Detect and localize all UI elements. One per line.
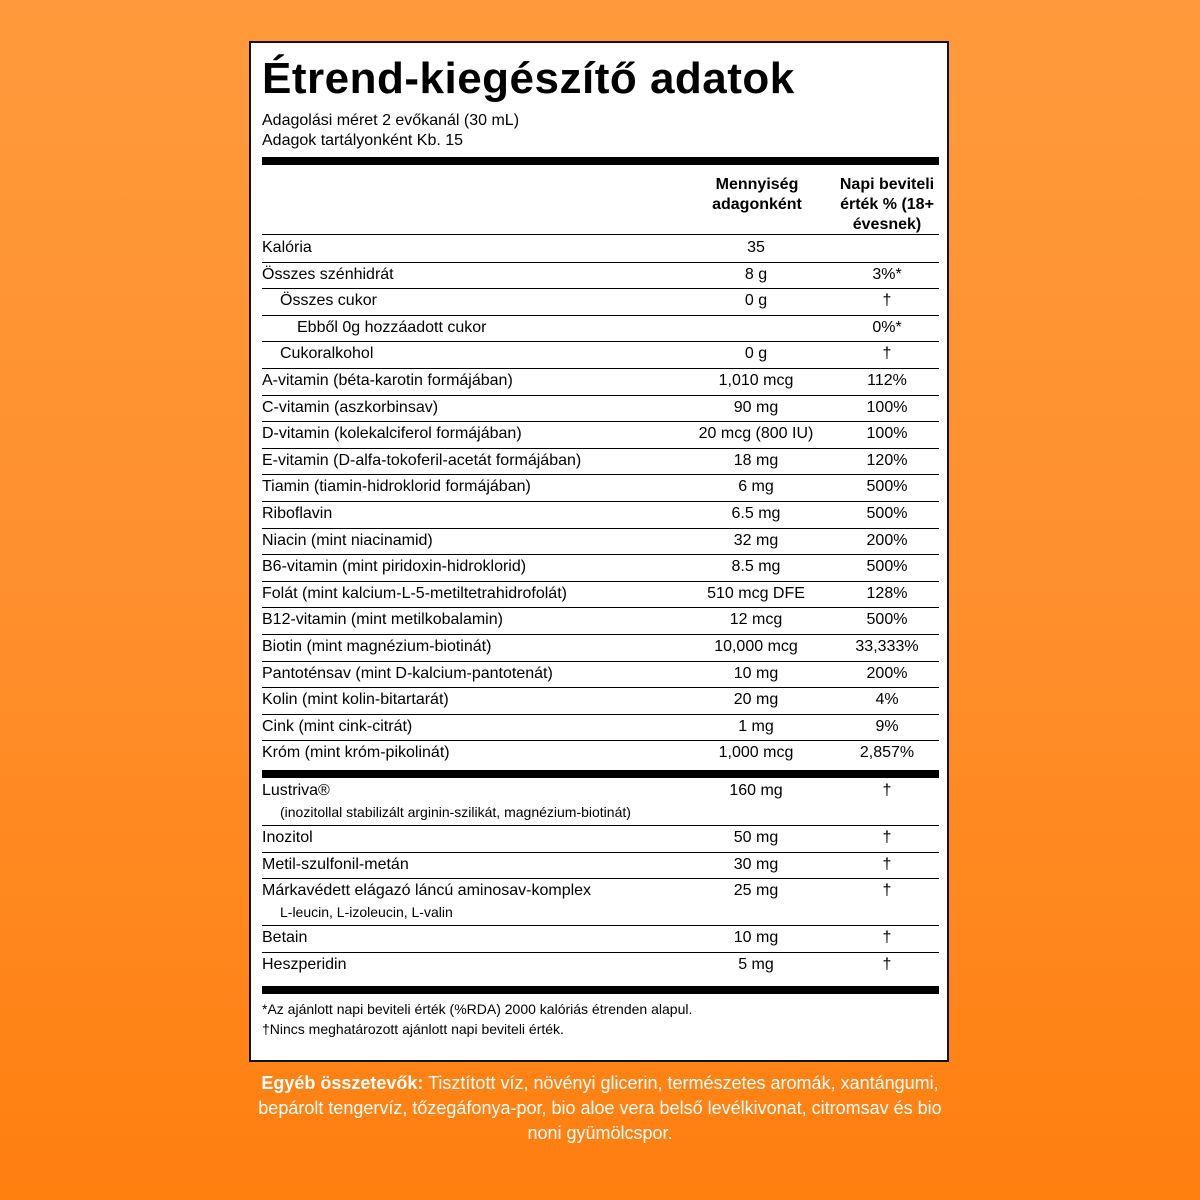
nutrient-name: D-vitamin (kolekalciferol formájában) bbox=[262, 425, 522, 443]
nutrient-amount: 0 g bbox=[744, 292, 768, 310]
row-divider bbox=[262, 687, 939, 688]
nutrient-amount: 1,010 mcg bbox=[718, 372, 794, 389]
nutrient-amount: 1 mg bbox=[738, 717, 774, 735]
divider-top bbox=[262, 157, 939, 165]
nutrient-daily-value: 500% bbox=[866, 505, 908, 522]
nutrient-amount: 6 mg bbox=[738, 478, 774, 496]
nutrient-amount: 35 bbox=[747, 239, 765, 256]
nutrient-daily-value: † bbox=[882, 292, 892, 310]
row-divider bbox=[262, 315, 939, 316]
nutrient-amount: 8 g bbox=[744, 265, 768, 283]
nutrient-name: A-vitamin (béta-karotin formájában) bbox=[262, 372, 513, 389]
row-divider bbox=[262, 474, 939, 475]
nutrient-amount: 32 mg bbox=[733, 531, 779, 549]
nutrient-daily-value: 0%* bbox=[872, 318, 902, 336]
row-divider bbox=[262, 607, 939, 608]
ingredient-detail: L-leucin, L-izoleucin, L-valin bbox=[280, 904, 453, 921]
nutrient-name: Króm (mint króm-pikolinát) bbox=[262, 744, 450, 762]
row-divider bbox=[262, 262, 939, 263]
ingredient-name: Inozitol bbox=[262, 829, 313, 846]
nutrient-name: Pantoténsav (mint D-kalcium-pantotenát) bbox=[262, 664, 553, 682]
nutrient-amount: 10,000 mcg bbox=[714, 638, 798, 655]
row-divider bbox=[262, 661, 939, 662]
footnote-rda: *Az ajánlott napi beviteli érték (%RDA) 2000 kalóriás étrenden alapul. bbox=[262, 1001, 693, 1017]
divider-bottom bbox=[262, 986, 939, 994]
row-divider bbox=[262, 288, 939, 289]
nutrient-amount: 1,000 mcg bbox=[718, 744, 794, 762]
nutrient-daily-value: † bbox=[882, 345, 892, 363]
row-divider bbox=[262, 852, 939, 853]
nutrient-name: Cukoralkohol bbox=[280, 345, 374, 363]
nutrient-daily-value: 500% bbox=[866, 478, 908, 496]
ingredient-daily-value: † bbox=[882, 955, 892, 973]
nutrient-name: Ebből 0g hozzáadott cukor bbox=[297, 318, 487, 336]
nutrient-name: Összes cukor bbox=[280, 292, 377, 310]
nutrient-amount: 10 mg bbox=[733, 664, 779, 682]
nutrient-name: Tiamin (tiamin-hidroklorid formájában) bbox=[262, 478, 531, 496]
ingredient-name: Metil-szulfonil-metán bbox=[262, 855, 409, 873]
nutrient-daily-value: 2,857% bbox=[859, 744, 915, 762]
ingredient-daily-value: † bbox=[882, 882, 892, 900]
nutrient-daily-value: 100% bbox=[866, 425, 908, 443]
serving-size: Adagolási méret 2 evőkanál (30 mL) bbox=[262, 112, 520, 129]
row-divider bbox=[262, 395, 939, 396]
row-divider bbox=[262, 952, 939, 953]
nutrient-daily-value: 33,333% bbox=[855, 638, 919, 655]
nutrient-daily-value: 200% bbox=[866, 531, 908, 549]
row-divider bbox=[262, 634, 939, 635]
nutrient-daily-value: 112% bbox=[867, 372, 907, 389]
nutrient-name: Kolin (mint kolin-bitartarát) bbox=[262, 691, 449, 709]
nutrient-name: Biotin (mint magnézium-biotinát) bbox=[262, 638, 492, 655]
row-divider bbox=[262, 421, 939, 422]
ingredient-amount: 25 mg bbox=[733, 882, 779, 900]
ingredient-daily-value: † bbox=[882, 929, 892, 947]
nutrient-name: Niacin (mint niacinamid) bbox=[262, 531, 433, 549]
nutrient-name: B12-vitamin (mint metilkobalamin) bbox=[262, 611, 503, 629]
nutrient-daily-value: 100% bbox=[866, 398, 908, 416]
servings-per-container: Adagok tartályonként Kb. 15 bbox=[262, 132, 464, 149]
divider-middle bbox=[262, 770, 939, 778]
header-daily-value: Napi beviteli érték % (18+ évesnek) bbox=[839, 176, 935, 233]
ingredient-amount: 160 mg bbox=[729, 782, 783, 799]
nutrient-name: B6-vitamin (mint piridoxin-hidroklorid) bbox=[262, 558, 527, 576]
nutrient-amount: 0 g bbox=[744, 345, 768, 363]
nutrient-daily-value: 3%* bbox=[872, 265, 902, 283]
ingredient-amount: 50 mg bbox=[733, 829, 779, 846]
supplement-facts-panel bbox=[249, 41, 949, 1062]
nutrient-amount: 8.5 mg bbox=[731, 558, 781, 576]
nutrient-amount: 510 mcg DFE bbox=[707, 584, 805, 602]
nutrient-name: Kalória bbox=[262, 239, 312, 256]
row-divider bbox=[262, 925, 939, 926]
row-divider bbox=[262, 878, 939, 879]
row-divider bbox=[262, 341, 939, 342]
nutrient-daily-value: 500% bbox=[866, 611, 908, 629]
nutrient-daily-value: 500% bbox=[866, 558, 908, 576]
ingredient-name: Márkavédett elágazó láncú aminosav-komplex bbox=[262, 882, 592, 900]
row-divider bbox=[262, 740, 939, 741]
ingredient-daily-value: † bbox=[882, 782, 892, 799]
nutrient-amount: 18 mg bbox=[733, 451, 779, 469]
nutrient-name: E-vitamin (D-alfa-tokoferil-acetát formájában) bbox=[262, 451, 582, 469]
other-ingredients-label: Egyéb összetevők: bbox=[261, 1073, 424, 1093]
nutrient-amount: 90 mg bbox=[733, 398, 779, 416]
row-divider bbox=[262, 581, 939, 582]
header-amount: Mennyiség adagonként bbox=[712, 176, 802, 213]
other-ingredients-text bbox=[240, 1071, 960, 1146]
row-divider bbox=[262, 825, 939, 826]
other-ingredients-list: Tisztított víz, növényi glicerin, természetes aromák, xantángumi, bepárolt tengervíz, tőzegáfonya-por, bio aloe vera belső levélkivonat, citromsav és bio noni gyümölcspor. bbox=[258, 1073, 942, 1143]
nutrient-name: Folát (mint kalcium-L-5-metiltetrahidrofolát) bbox=[262, 584, 567, 602]
ingredient-name: Heszperidin bbox=[262, 955, 347, 973]
nutrient-name: Riboflavin bbox=[262, 505, 333, 522]
footnote-dagger: †Nincs meghatározott ajánlott napi beviteli érték. bbox=[262, 1021, 564, 1037]
nutrient-amount: 20 mcg (800 IU) bbox=[698, 425, 814, 443]
ingredient-amount: 5 mg bbox=[738, 955, 774, 973]
row-divider bbox=[262, 528, 939, 529]
ingredient-daily-value: † bbox=[882, 829, 892, 846]
nutrient-daily-value: 9% bbox=[875, 717, 899, 735]
nutrient-daily-value: 128% bbox=[866, 584, 908, 602]
header-divider bbox=[262, 234, 939, 235]
ingredient-amount: 30 mg bbox=[733, 855, 779, 873]
nutrient-name: Cink (mint cink-citrát) bbox=[262, 717, 413, 735]
nutrient-daily-value: 120% bbox=[866, 451, 908, 469]
nutrient-amount: 20 mg bbox=[733, 691, 779, 709]
nutrient-name: Összes szénhidrát bbox=[262, 265, 394, 283]
row-divider bbox=[262, 448, 939, 449]
ingredient-amount: 10 mg bbox=[733, 929, 779, 947]
nutrient-amount: 12 mcg bbox=[729, 611, 783, 629]
ingredient-detail: (inozitollal stabilizált arginin-szilikát, magnézium-biotinát) bbox=[280, 804, 631, 820]
row-divider bbox=[262, 554, 939, 555]
row-divider bbox=[262, 368, 939, 369]
row-divider bbox=[262, 501, 939, 502]
row-divider bbox=[262, 714, 939, 715]
ingredient-name: Lustriva® bbox=[262, 782, 330, 799]
ingredient-daily-value: † bbox=[882, 855, 892, 873]
panel-title: Étrend-kiegészítő adatok bbox=[262, 54, 795, 103]
nutrient-daily-value: 4% bbox=[875, 691, 899, 709]
nutrient-name: C-vitamin (aszkorbinsav) bbox=[262, 398, 439, 416]
ingredient-name: Betain bbox=[262, 929, 308, 947]
nutrient-amount: 6.5 mg bbox=[731, 505, 781, 522]
nutrient-daily-value: 200% bbox=[866, 664, 908, 682]
